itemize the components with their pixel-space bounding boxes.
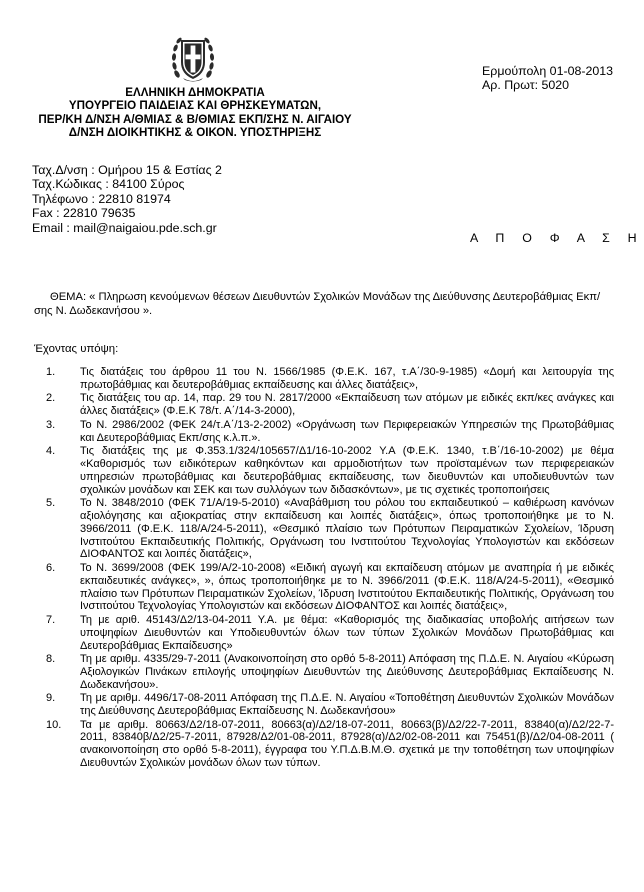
list-item-text: Τη με αριθ. 45143/Δ2/13-04-2011 Υ.Α. με θέμα: «Καθορισμός της διαδικασίας υποβολής αιτήσεων των υποψηφίων Διευθυντών και Υποδιευθυντών όλων των τύπων Σχολικών Μονάδων Πρωτοβάθμιας και Δευτεροβάθμιας Εκπαίδευσης» <box>80 613 614 652</box>
list-item-text: Τη με αριθμ. 4335/29-7-2011 (Ανακοινοποίηση στο ορθό 5-8-2011) Απόφαση της Π.Δ.Ε. Ν. Αιγαίου «Κύρωση Αξιολογικών Πινάκων επιλογής υποψηφίων Διευθυντών της Διεύθυνσης Δευτεροβάθμιας Εκπαίδευσης Ν. Δωδεκανήσου». <box>80 653 614 691</box>
list-item-number: 8. <box>46 653 56 666</box>
org-line-ministry: ΥΠΟΥΡΓΕΙΟ ΠΑΙΔΕΙΑΣ ΚΑΙ ΘΡΗΣΚΕΥΜΑΤΩΝ, <box>68 99 322 113</box>
list-item-number: 1. <box>46 366 56 378</box>
org-line-country: ΕΛΛΗΝΙΚΗ ΔΗΜΟΚΡΑΤΙΑ <box>125 86 265 99</box>
organization-header <box>20 86 370 140</box>
list-item-text: Τις διατάξεις του άρθρου 11 του Ν. 1566/1985 (Φ.Ε.Κ. 167, τ.Α΄/30-9-1985) «Δομή και λειτουργία της πρωτοβάθμιας και δευτεροβάθμιας εκπαίδευσης και άλλες διατάξεις», <box>80 366 614 391</box>
contact-email: Email : mail@naigaiou.pde.sch.gr <box>32 220 217 235</box>
contact-details <box>32 163 222 235</box>
protocol-number: Αρ. Πρωτ: 5020 <box>482 78 570 92</box>
greek-coat-of-arms-icon <box>170 34 216 84</box>
list-item-text: Τη με αριθμ. 4496/17-08-2011 Απόφαση της Π.Δ.Ε. Ν. Αιγαίου «Τοποθέτηση Διευθυντών Σχολικών Μονάδων της Διεύθυνσης Δευτεροβάθμιας Εκπαίδευσης Ν. Δωδεκανήσου» <box>80 692 614 718</box>
contact-phone: Τηλέφωνο : 22810 81974 <box>32 191 171 206</box>
list-item <box>40 366 614 392</box>
list-item <box>40 719 614 770</box>
list-item-number: 10. <box>46 718 62 731</box>
list-item-number: 4. <box>46 445 56 458</box>
list-item-number: 9. <box>46 692 56 705</box>
list-item-number: 7. <box>46 613 56 626</box>
list-item-text: Τα με αριθμ. 80663/Δ2/18-07-2011, 80663(α)/Δ2/18-07-2011, 80663(β)/Δ2/22-7-2011, 83840(α)/Δ2/22-7-2011, 83840β/Δ2/25-7-2011, 87928/Δ2/01-08-2011, 87928(α)/Δ2/02-08-2011 και 75451(β)/Δ2/04-08-2011 ( ανακοινοποίηση στο ορθό 5-8-2011), έγγραφα του Υ.Π.Δ.Β.Μ.Θ. σχετικά με την τοποθέτηση των υποψηφίων Διευθυντών Σχολικών μονάδων όλων των τύπων. <box>80 718 614 770</box>
list-item-text: Τις διατάξεις του αρ. 14, παρ. 29 του Ν. 2817/2000 «Εκπαίδευση των ατόμων με ειδικές εκπ/κες ανάγκες και άλλες διατάξεις» (Φ.Ε.Κ 78/τ. Α΄/14-3-2000), <box>80 392 614 418</box>
list-item-text: Το Ν. 2986/2002 (ΦΕΚ 24/τ.Α΄/13-2-2002) «Οργάνωση των Περιφερειακών Υπηρεσιών της Πρωτοβάθμιας και Δευτεροβάθμιας Εκπ/σης κ.λ.π.». <box>80 418 614 444</box>
list-item <box>40 692 614 718</box>
document-date: Ερμούπολη 01-08-2013 <box>482 64 614 78</box>
list-item-text: Τις διατάξεις της με Φ.353.1/324/105657/Δ1/16-10-2002 Υ.Α (Φ.Ε.Κ. 1340, τ.Β΄/16-10-2002) με θέμα «Καθορισμός των ειδικότερων καθηκόντων και αρμοδιοτήτων των προϊσταμένων των περιφερειακών υπηρεσιών πρωτοβάθμιας και δευτεροβάθμιας εκπαίδευσης, των διευθυντών και υποδιευθυντών των σχολικών μονάδων και ΣΕΚ και των συλλόγων των διδασκόντων», με τις σχετικές τροποποιήσεις <box>80 445 614 496</box>
list-item <box>40 653 614 691</box>
org-line-department: Δ/ΝΣΗ ΔΙΟΙΚΗΤΙΚΗΣ & ΟΙΚΟΝ. ΥΠΟΣΤΗΡΙΞΗΣ <box>68 126 322 140</box>
contact-postal-code: Ταχ.Κώδικας : 84100 Σύρος <box>32 177 185 192</box>
considering-heading: Έχοντας υπόψη: <box>34 343 119 355</box>
subject-paragraph: ΘΕΜΑ: « Πληρωση κενούμενων θέσεων Διευθυντών Σχολικών Μονάδων της Διεύθυνσης Δευτεροβάθμιας Εκπ/σης Ν. Δωδεκανήσου ». <box>34 291 601 317</box>
considerations-list <box>40 366 614 771</box>
list-item <box>40 445 614 496</box>
contact-address: Ταχ.Δ/νση : Ομήρου 15 & Εστίας 2 <box>32 163 222 177</box>
list-item-text: Το Ν. 3848/2010 (ΦΕΚ 71/Α/19-5-2010) «Αναβάθμιση του ρόλου του εκπαιδευτικού – καθιέρωση κανόνων αξιολόγησης και αξιοκρατίας στην εκπαίδευση και λοιπές διατάξεις», όπως τροποποιήθηκε με το Ν. 3966/2011 (Φ.Ε.Κ. 118/Α/24-5-2011), «Θεσμικό πλαίσιο των Πρότυπων Πειραματικών Σχολείων, Ίδρυση Ινστιτούτου Εκπαιδευτικής Πολιτικής, Οργάνωση του Ινστιτούτου Τεχνολογίας Υπολογιστών και εκδόσεων ΔΙΟΦΑΝΤΟΣ και λοιπές διατάξεις», <box>80 497 614 561</box>
list-item <box>40 562 614 613</box>
org-line-regional-directorate: ΠΕΡ/ΚΗ Δ/ΝΣΗ Α/ΘΜΙΑΣ & Β/ΘΜΙΑΣ ΕΚΠ/ΣΗΣ Ν. ΑΙΓΑΙΟΥ <box>38 112 352 126</box>
list-item <box>40 419 614 445</box>
list-item-number: 5. <box>46 497 56 510</box>
list-item-number: 2. <box>46 392 56 405</box>
decision-title: Α Π Ο Φ Α Σ Η <box>470 231 644 245</box>
list-item-text: Το Ν. 3699/2008 (ΦΕΚ 199/Α/2-10-2008) «Ειδική αγωγή και εκπαίδευση ατόμων με αναπηρία ή με ειδικές εκπαιδευτικές ανάγκες», », όπως τροποποιήθηκε με το Ν. 3966/2011 (Φ.Ε.Κ. 118/Α/24-5-2011), «Θεσμικό πλαίσιο των Πρότυπων Πειραματικών Σχολείων, Ίδρυση Ινστιτούτου Εκπαιδευτικής Πολιτικής, Οργάνωση του Ινστιτούτου Τεχνολογίας Υπολογιστών και εκδόσεων ΔΙΟΦΑΝΤΟΣ και λοιπές διατάξεις», <box>80 561 614 613</box>
list-item <box>40 614 614 652</box>
contact-fax: Fax : 22810 79635 <box>32 206 136 221</box>
list-item-number: 6. <box>46 561 56 574</box>
list-item <box>40 392 614 418</box>
list-item <box>40 497 614 561</box>
date-protocol-block <box>482 64 613 92</box>
list-item-number: 3. <box>46 418 56 431</box>
